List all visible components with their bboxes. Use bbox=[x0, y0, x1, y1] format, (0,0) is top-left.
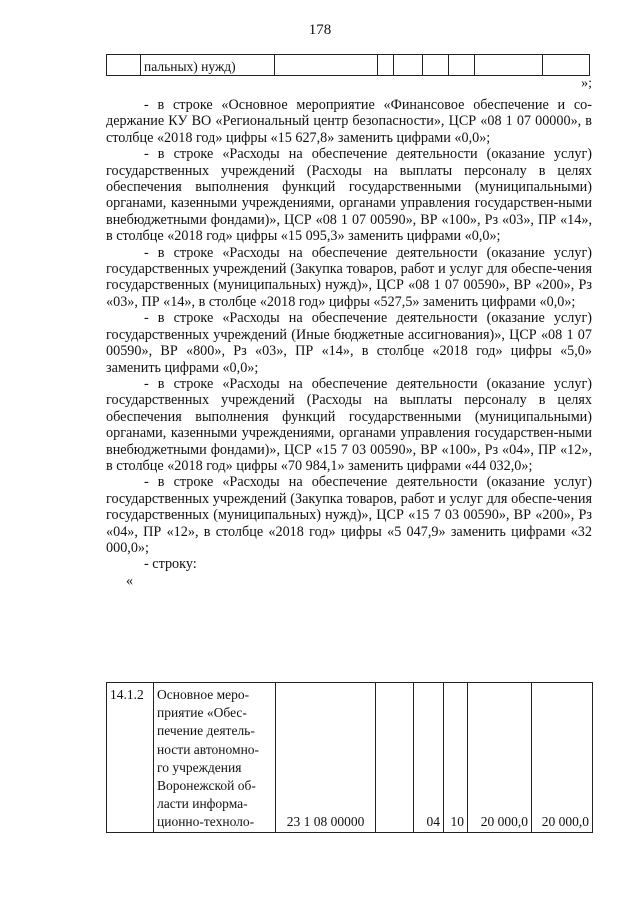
table-row bbox=[107, 683, 593, 833]
table-cell: пальных) нужд) bbox=[141, 55, 275, 76]
table-fragment-bottom bbox=[106, 682, 593, 833]
row-year-1: 20 000,0 bbox=[468, 683, 532, 833]
table-fragment-top bbox=[106, 54, 590, 76]
row-pr: 10 bbox=[444, 683, 468, 833]
paragraph: - в строке «Расходы на обеспечение деятельности (оказание услуг) государственных учреждений (Закупка товаров, работ и услуг для обеспе-чения государственных (муниципальных) нужд)», ЦСР «08 1 07 00590», ВР «200», Рз «03», ПР «14», в столбце «2018 год» цифры «527,5» заменить цифрами «0,0»; bbox=[106, 244, 592, 310]
paragraph: - в строке «Расходы на обеспечение деятельности (оказание услуг) государственных учреждений (Иные бюджетные ассигнования)», ЦСР «08 1 07 00590», ВР «800», Рз «03», ПР «14», в столбце «2018 год» цифры «5,0» заменить цифрами «0,0»; bbox=[106, 310, 592, 376]
row-rz: 04 bbox=[414, 683, 444, 833]
paragraph: - в строке «Расходы на обеспечение деятельности (оказание услуг) государственных учреждений (Закупка товаров, работ и услуг для обеспе-чения государственных (муниципальных) нужд)», ЦСР «15 7 03 00590», ВР «200», Рз «04», ПР «12», в столбце «2018 год» цифры «5 047,9» заменить цифрами «32 000,0»; bbox=[106, 474, 592, 556]
paragraph: - в строке «Расходы на обеспечение деятельности (оказание услуг) государственных учреждений (Расходы на выплаты персоналу в целях обеспечения выполнения функций государственными (муниципальными) органами, казенными учреждениями, органами управления государствен-ными внебюджетными фондами)», ЦСР «08 1 07 00590», ВР «100», Рз «03», ПР «14», в столбце «2018 год» цифры «15 095,3» заменить цифрами «0,0»; bbox=[106, 146, 592, 245]
row-vr bbox=[376, 683, 414, 833]
row-description: Основное меро- приятие «Обес- печение деятель- ности автономно- го учреждения Воронежской об- ласти информа- ционно-техноло- bbox=[154, 683, 276, 833]
table-cell bbox=[449, 55, 475, 76]
table-cell bbox=[543, 55, 590, 76]
document-body bbox=[106, 97, 592, 589]
table-cell bbox=[275, 55, 378, 76]
row-code: 14.1.2 bbox=[107, 683, 154, 833]
table-row bbox=[107, 55, 590, 76]
page-number: 178 bbox=[308, 22, 332, 38]
opening-quote: « bbox=[126, 572, 134, 589]
row-csr: 23 1 08 00000 bbox=[276, 683, 376, 833]
table-cell bbox=[423, 55, 449, 76]
row-intro: - строку: bbox=[144, 556, 197, 573]
closing-quote: »; bbox=[581, 76, 592, 91]
row-year-2: 20 000,0 bbox=[532, 683, 593, 833]
table-cell bbox=[378, 55, 394, 76]
table-cell bbox=[394, 55, 423, 76]
paragraph: - в строке «Расходы на обеспечение деятельности (оказание услуг) государственных учреждений (Расходы на выплаты персоналу в целях обеспечения выполнения функций государственными (муниципальными) органами, казенными учреждениями, органами управления государствен-ными внебюджетными фондами)», ЦСР «15 7 03 00590», ВР «100», Рз «04», ПР «12», в столбце «2018 год» цифры «70 984,1» заменить цифрами «44 032,0»; bbox=[106, 375, 592, 474]
paragraph: - в строке «Основное мероприятие «Финансовое обеспечение и со-держание КУ ВО «Региональный центр безопасности», ЦСР «08 1 07 00000», в столбце «2018 год» цифры «15 627,8» заменить цифрами «0,0»; bbox=[106, 97, 592, 146]
table-cell bbox=[107, 55, 141, 76]
table-cell bbox=[475, 55, 543, 76]
